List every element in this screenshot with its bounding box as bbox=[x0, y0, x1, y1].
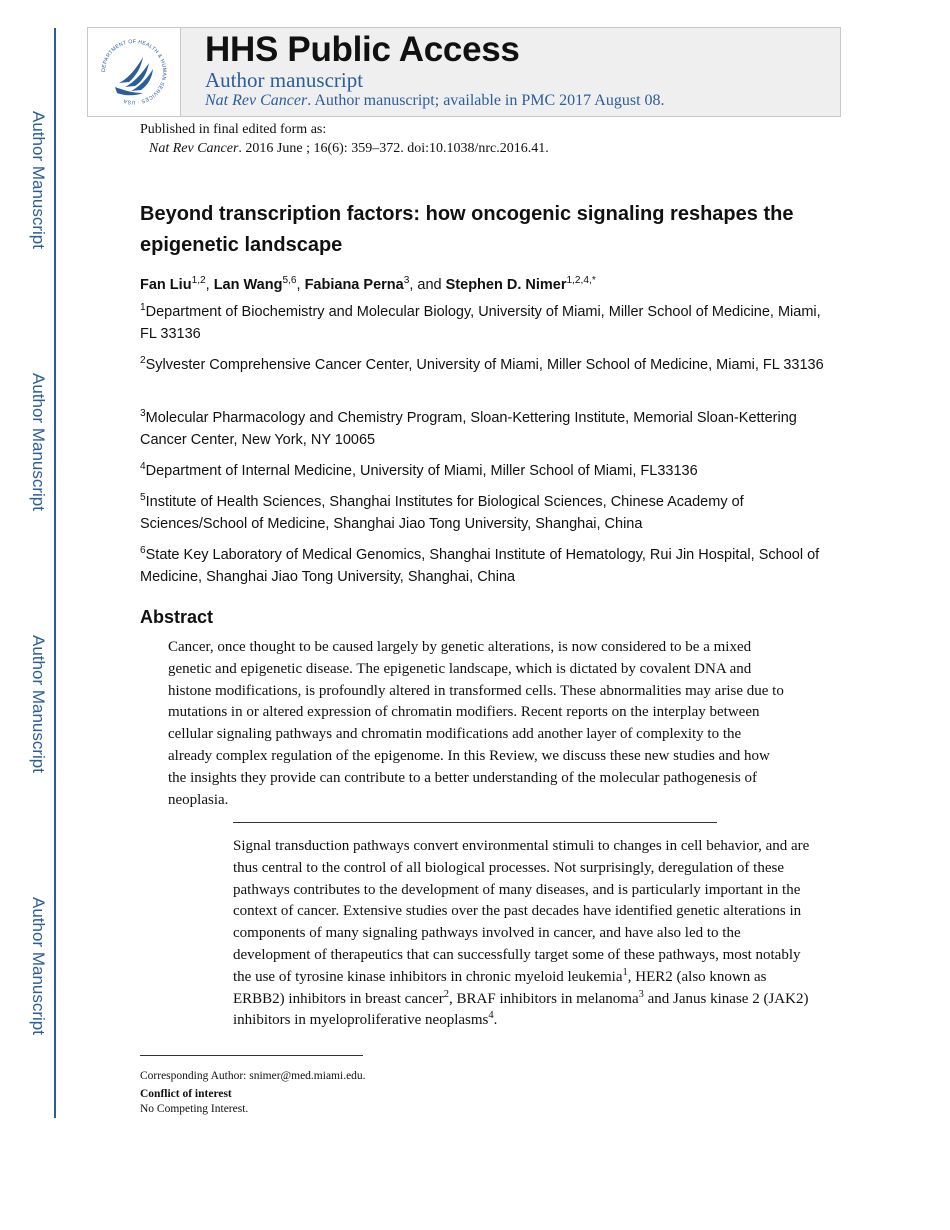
reference-marker: 1 bbox=[622, 966, 628, 978]
citation-text: . 2016 June ; 16(6): 359–372. doi:10.1038/nrc.2016.41. bbox=[238, 141, 549, 156]
affiliation bbox=[140, 355, 830, 377]
published-label: Published in final edited form as: bbox=[140, 122, 327, 137]
hhs-title: HHS Public Access bbox=[205, 30, 520, 69]
affiliation-text: Institute of Health Sciences, Shanghai Institutes for Biological Sciences, Chinese Academy of Sciences/School of Medicine, Shanghai Jiao Tong University, Shanghai, China bbox=[140, 494, 744, 532]
author-manuscript-label: Author Manuscript bbox=[29, 635, 48, 773]
affiliation-text: Sylvester Comprehensive Cancer Center, University of Miami, Miller School of Medicine, Miami, FL 33136 bbox=[145, 357, 824, 373]
affiliation-text: Department of Internal Medicine, University of Miami, Miller School of Miami, FL33136 bbox=[145, 463, 698, 479]
author-affiliation-ref: 1,2 bbox=[191, 275, 206, 287]
body-paragraph bbox=[233, 836, 813, 1032]
affiliation bbox=[140, 408, 830, 451]
body-text: , HER2 (also known as ERBB2) inhibitors in breast cancer bbox=[233, 968, 767, 1007]
section-divider bbox=[233, 822, 717, 823]
affiliation bbox=[140, 492, 830, 535]
abstract-text: Cancer, once thought to be caused largely by genetic alterations, is now considered to be a mixed genetic and epigenetic disease. The epigenetic landscape, which is dictated by covalent DNA and histone modifications, is profoundly altered in transformed cells. These abnormalities may arise due to mutations in or altered expression of chromatin modifiers. Recent reports on the interplay between cellular signaling pathways and chromatin modifications add another layer of complexity to the already complex regulation of the epigenome. In this Review, we discuss these new studies and how the insights they provide can contribute to a better understanding of the molecular pathogenesis of neoplasia. bbox=[168, 639, 784, 808]
body-text: Signal transduction pathways convert environmental stimuli to changes in cell behavior, and are thus central to the control of all biological processes. Not surprisingly, deregulation of these pathways contributes to the development of many diseases, and is particularly important in the context of cancer. Extensive studies over the past decades have identified genetic alterations in components of many signaling pathways involved in cancer, and have also led to the development of therapeutics that can successfully target some of these pathways, most notably the use of tyrosine kinase inhibitors in chronic myeloid leukemia bbox=[233, 838, 810, 985]
author-separator: , bbox=[296, 277, 305, 293]
affiliation-number: 3 bbox=[140, 408, 146, 420]
affiliation-number: 5 bbox=[140, 492, 146, 504]
author-name: Fabiana Perna bbox=[304, 277, 404, 293]
affiliation bbox=[140, 302, 830, 345]
author-manuscript-label: Author Manuscript bbox=[29, 111, 48, 249]
author-name: Stephen D. Nimer bbox=[445, 277, 567, 293]
abstract-heading: Abstract bbox=[140, 607, 214, 627]
hhs-header bbox=[87, 27, 841, 117]
conflict-of-interest-heading: Conflict of interest bbox=[140, 1088, 232, 1100]
author-separator: , and bbox=[409, 277, 446, 293]
author-manuscript-label: Author Manuscript bbox=[29, 897, 48, 1035]
affiliation bbox=[140, 461, 830, 483]
author-affiliation-ref: 5,6 bbox=[282, 275, 297, 287]
reference-marker: 3 bbox=[638, 988, 644, 1000]
author-affiliation-ref: 3 bbox=[403, 275, 410, 287]
reference-marker: 2 bbox=[443, 988, 450, 1000]
affiliation-number: 1 bbox=[140, 302, 146, 314]
availability-text: . Author manuscript; available in PMC 2017 August 08. bbox=[307, 92, 665, 109]
author-name: Fan Liu bbox=[140, 277, 192, 293]
hhs-logo bbox=[88, 28, 181, 116]
conflict-of-interest-text: No Competing Interest. bbox=[140, 1103, 249, 1115]
body-text: and Janus kinase 2 (JAK2) inhibitors in myeloproliferative neoplasms bbox=[233, 990, 809, 1029]
citation-journal: Nat Rev Cancer bbox=[149, 141, 239, 156]
affiliation-text: Department of Biochemistry and Molecular Biology, University of Miami, Miller School of Medicine, Miami, FL 33136 bbox=[140, 304, 821, 342]
corresponding-author: Corresponding Author: snimer@med.miami.edu. bbox=[140, 1070, 366, 1082]
reference-marker: 4 bbox=[488, 1010, 494, 1022]
affiliation-number: 2 bbox=[140, 355, 146, 367]
body-text: . bbox=[493, 1012, 498, 1029]
body-text: , BRAF inhibitors in melanoma bbox=[449, 990, 639, 1007]
affiliation bbox=[140, 545, 830, 588]
author-name: Lan Wang bbox=[213, 277, 283, 293]
author-separator: , bbox=[205, 277, 214, 293]
affiliation-number: 6 bbox=[140, 545, 146, 557]
footnote-divider bbox=[140, 1055, 363, 1056]
affiliation-text: Molecular Pharmacology and Chemistry Program, Sloan-Kettering Institute, Memorial Sloan-Kettering Cancer Center, New York, NY 10065 bbox=[140, 410, 797, 448]
affiliation-number: 4 bbox=[140, 461, 146, 473]
affiliation-text: State Key Laboratory of Medical Genomics, Shanghai Institute of Hematology, Rui Jin Hospital, School of Medicine, Shanghai Jiao Tong University, Shanghai, China bbox=[140, 547, 820, 585]
article-title: Beyond transcription factors: how oncogenic signaling reshapes the epigenetic landscape bbox=[140, 203, 794, 256]
journal-name: Nat Rev Cancer bbox=[205, 92, 308, 109]
author-manuscript-label: Author Manuscript bbox=[29, 373, 48, 511]
margin-rule bbox=[54, 28, 56, 1118]
author-affiliation-ref: 1,2,4,* bbox=[566, 275, 596, 287]
hhs-eagle-icon bbox=[97, 35, 171, 109]
svg-text:DEPARTMENT OF HEALTH & HUMAN S: DEPARTMENT OF HEALTH & HUMAN SERVICES · USA bbox=[100, 38, 168, 106]
author-manuscript-subtitle: Author manuscript bbox=[205, 68, 364, 92]
author-list bbox=[140, 277, 596, 293]
availability-line bbox=[205, 92, 665, 110]
citation bbox=[149, 141, 549, 157]
